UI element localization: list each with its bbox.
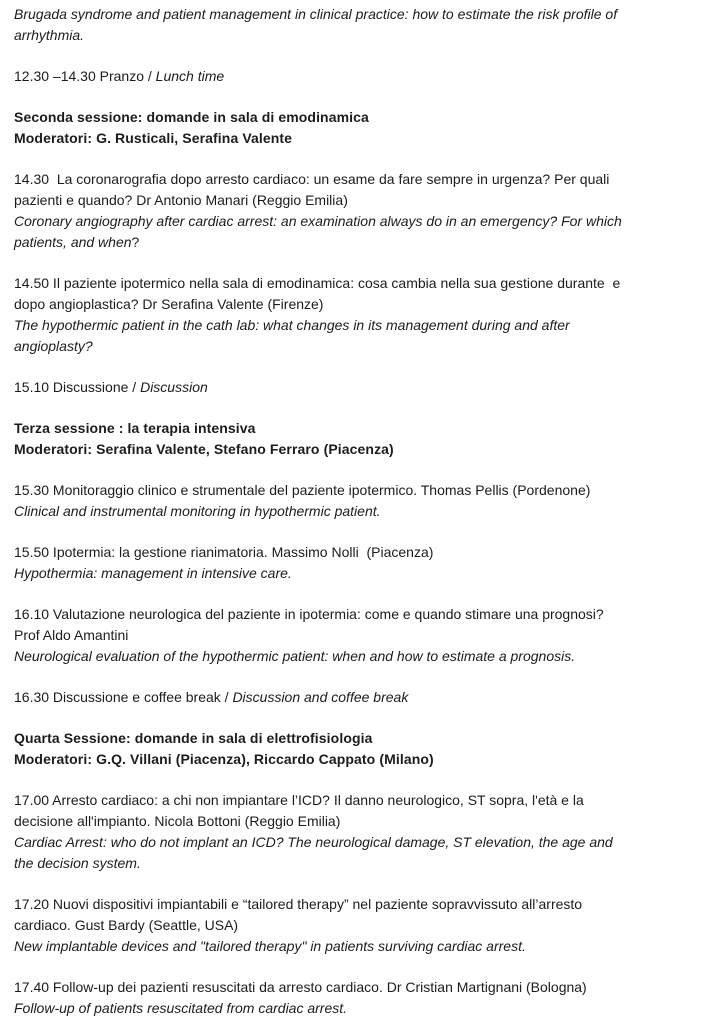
- program-line: [14, 977, 698, 998]
- text-segment: Moderatori: G.Q. Villani (Piacenza), Riccardo Cappato (Milano): [14, 751, 434, 767]
- program-line: [14, 480, 698, 501]
- program-line: [14, 853, 698, 874]
- text-segment: New implantable devices and "tailored therapy" in patients surviving cardiac arrest.: [14, 938, 526, 954]
- program-line: [14, 169, 698, 190]
- program-line: [14, 790, 698, 811]
- program-line: [14, 377, 698, 398]
- text-segment: Seconda sessione: domande in sala di emodinamica: [14, 109, 369, 125]
- program-line: [14, 439, 698, 460]
- text-segment: Terza sessione : la terapia intensiva: [14, 420, 256, 436]
- program-line: [14, 563, 698, 584]
- program-line: [14, 501, 698, 522]
- text-segment: arrhythmia.: [14, 27, 85, 43]
- talk-15-50: [14, 542, 698, 584]
- talk-17-40: [14, 977, 698, 1019]
- document-page: [14, 4, 698, 1019]
- text-segment: Discussion: [140, 379, 208, 395]
- program-line: [14, 687, 698, 708]
- program-line: [14, 336, 698, 357]
- text-segment: 14.30 La coronarografia dopo arresto cardiaco: un esame da fare sempre in urgenza? Per quali: [14, 171, 610, 187]
- program-line: [14, 128, 698, 149]
- text-segment: dopo angioplastica? Dr Serafina Valente (Firenze): [14, 296, 324, 312]
- text-segment: The hypothermic patient in the cath lab: what changes in its management during and after: [14, 317, 570, 333]
- text-segment: 16.30 Discussione e coffee break /: [14, 689, 233, 705]
- program-line: [14, 915, 698, 936]
- program-line: [14, 25, 698, 46]
- talk-17-00: [14, 790, 698, 874]
- discussion-15-10: [14, 377, 698, 398]
- program-line: [14, 832, 698, 853]
- session-3-header: [14, 418, 698, 460]
- text-segment: 17.40 Follow-up dei pazienti resuscitati da arresto cardiaco. Dr Cristian Martignani (Bologna): [14, 979, 587, 995]
- text-segment: Lunch time: [155, 68, 225, 84]
- text-segment: 17.00 Arresto cardiaco: a chi non impiantare l’ICD? Il danno neurologico, ST sopra, l'età e la: [14, 792, 584, 808]
- text-segment: 15.30 Monitoraggio clinico e strumentale del paziente ipotermico. Thomas Pellis (Pordenone): [14, 482, 591, 498]
- discussion-coffee-16-30: [14, 687, 698, 708]
- talk-14-30: [14, 169, 698, 253]
- program-line: [14, 625, 698, 646]
- text-segment: pazienti e quando? Dr Antonio Manari (Reggio Emilia): [14, 192, 348, 208]
- text-segment: Cardiac Arrest: who do not implant an ICD? The neurological damage, ST elevation, the age and: [14, 834, 613, 850]
- text-segment: ?: [131, 234, 140, 250]
- program-line: [14, 232, 698, 253]
- program-line: [14, 646, 698, 667]
- text-segment: Neurological evaluation of the hypothermic patient: when and how to estimate a prognosis.: [14, 648, 576, 664]
- text-segment: 14.50 Il paziente ipotermico nella sala di emodinamica: cosa cambia nella sua gestione durante e: [14, 275, 621, 291]
- program-line: [14, 894, 698, 915]
- text-segment: 16.10 Valutazione neurologica del paziente in ipotermia: come e quando stimare una prognosi?: [14, 606, 604, 622]
- talk-14-50: [14, 273, 698, 357]
- talk-17-20: [14, 894, 698, 957]
- program-line: [14, 936, 698, 957]
- program-line: [14, 604, 698, 625]
- text-segment: 15.50 Ipotermia: la gestione rianimatoria. Massimo Nolli (Piacenza): [14, 544, 434, 560]
- text-segment: Moderatori: G. Rusticali, Serafina Valente: [14, 130, 293, 146]
- program-line: [14, 749, 698, 770]
- program-line: [14, 4, 698, 25]
- text-segment: Discussion and coffee break: [232, 689, 409, 705]
- talk-15-30: [14, 480, 698, 522]
- text-segment: Prof Aldo Amantini: [14, 627, 129, 643]
- program-line: [14, 418, 698, 439]
- program-line: [14, 728, 698, 749]
- text-segment: Quarta Sessione: domande in sala di elettrofisiologia: [14, 730, 373, 746]
- program-line: [14, 66, 698, 87]
- text-segment: 15.10 Discussione /: [14, 379, 141, 395]
- text-segment: Clinical and instrumental monitoring in hypothermic patient.: [14, 503, 381, 519]
- session-2-header: [14, 107, 698, 149]
- intro-abstract-english: [14, 4, 698, 46]
- text-segment: Follow-up of patients resuscitated from cardiac arrest.: [14, 1000, 348, 1016]
- text-segment: Moderatori: Serafina Valente, Stefano Ferraro (Piacenza): [14, 441, 394, 457]
- program-line: [14, 190, 698, 211]
- program-line: [14, 107, 698, 128]
- text-segment: Hypothermia: management in intensive care.: [14, 565, 292, 581]
- text-segment: Brugada syndrome and patient management in clinical practice: how to estimate the risk profile of: [14, 6, 618, 22]
- program-line: [14, 998, 698, 1019]
- text-segment: cardiaco. Gust Bardy (Seattle, USA): [14, 917, 239, 933]
- session-4-header: [14, 728, 698, 770]
- talk-16-10: [14, 604, 698, 667]
- text-segment: decisione all'impianto. Nicola Bottoni (Reggio Emilia): [14, 813, 341, 829]
- program-line: [14, 273, 698, 294]
- text-segment: 17.20 Nuovi dispositivi impiantabili e “tailored therapy” nel paziente sopravvissuto all’arresto: [14, 896, 583, 912]
- program-line: [14, 315, 698, 336]
- program-line: [14, 211, 698, 232]
- program-line: [14, 811, 698, 832]
- text-segment: 12.30 –14.30 Pranzo /: [14, 68, 156, 84]
- text-segment: Coronary angiography after cardiac arrest: an examination always do in an emergency? For which: [14, 213, 622, 229]
- program-line: [14, 294, 698, 315]
- text-segment: the decision system.: [14, 855, 141, 871]
- lunch-break: [14, 66, 698, 87]
- program-line: [14, 542, 698, 563]
- text-segment: patients, and when: [14, 234, 132, 250]
- text-segment: angioplasty?: [14, 338, 93, 354]
